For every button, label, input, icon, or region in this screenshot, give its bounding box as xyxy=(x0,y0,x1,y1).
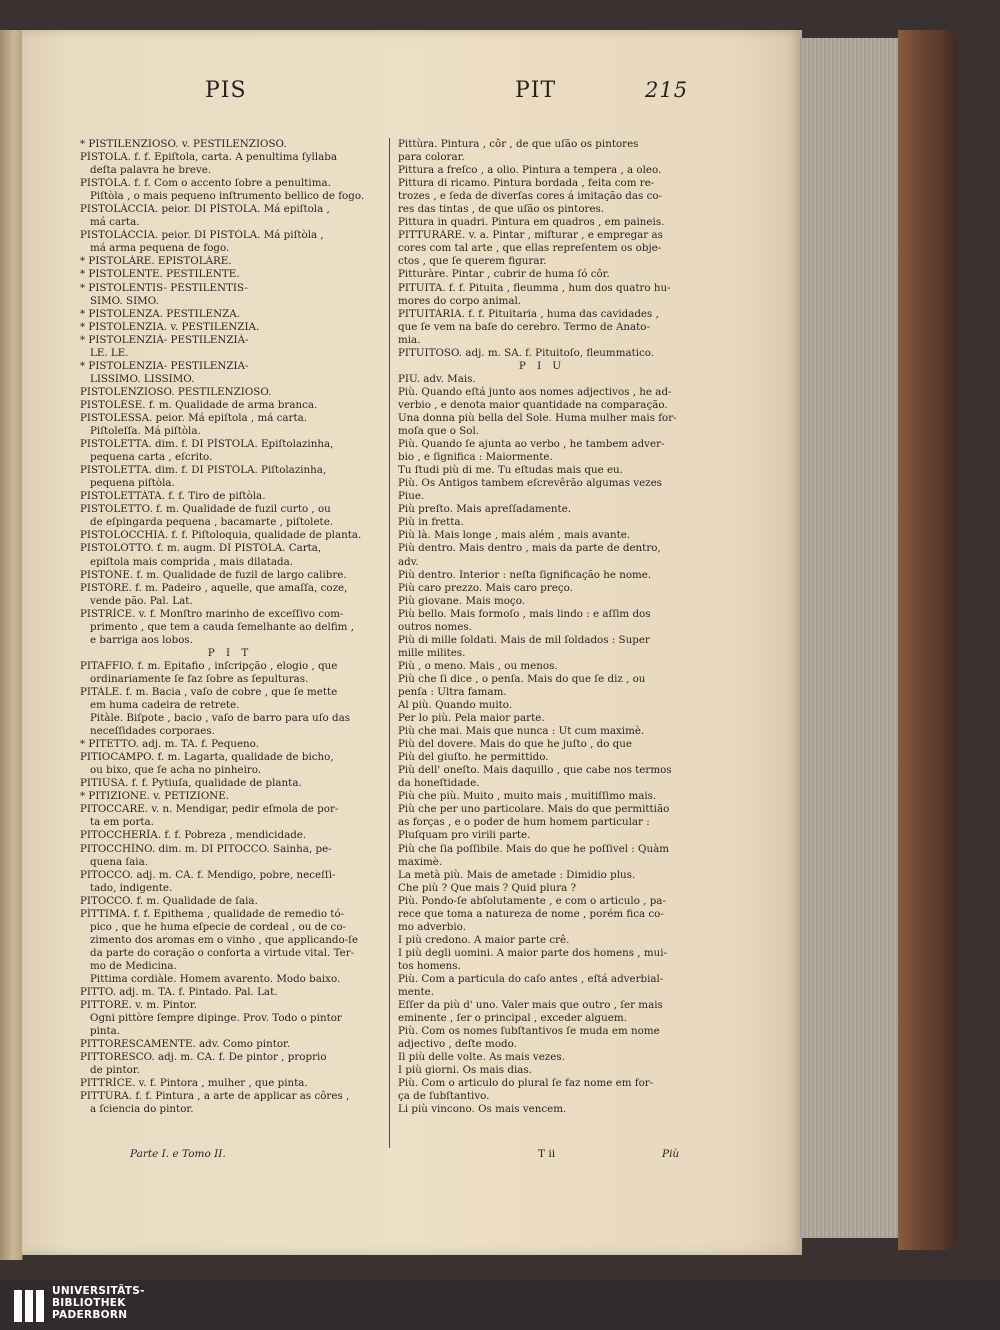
library-name-line3: PADERBORN xyxy=(52,1309,128,1321)
text-line: PITTO. adj. m. TA. f. Pintado. Pal. Lat. xyxy=(80,986,278,999)
text-line: PISTOLÈSE. f. m. Qualidade de arma branca. xyxy=(80,398,318,411)
text-line: má arma pequena de fogo. xyxy=(90,242,230,255)
text-line: Più bello. Mais formoſo , mais lindo : e aſſim dos xyxy=(398,607,651,620)
text-line: PITTORESCAMENTE. adv. Como pintor. xyxy=(80,1038,291,1051)
text-line: a ſciencia do pintor. xyxy=(90,1103,194,1116)
text-line: PISTÒNE. f. m. Qualidade de fuzil de largo calibre. xyxy=(80,568,347,581)
text-line: mores do corpo animal. xyxy=(398,294,522,307)
text-line: Li più vincono. Os mais vencem. xyxy=(398,1103,567,1116)
text-line: ou bixo, que ſe acha no pinheiro. xyxy=(90,764,262,777)
text-line: Pitàle. Biſpote , bacio , vaſo de barro para uſo das xyxy=(90,712,350,725)
library-band xyxy=(0,1280,1000,1330)
text-line: * PISTOLÀRE. EPISTOLÀRE. xyxy=(80,255,232,268)
text-line: má carta. xyxy=(90,216,140,229)
text-line: Ogni pittòre ſempre dipinge. Prov. Todo o pintor xyxy=(90,1012,342,1025)
text-line: * PISTOLENZIA- PESTILENZIA- xyxy=(80,359,249,372)
text-line: neceſſidades corporaes. xyxy=(90,725,215,738)
text-line: as forças , e o poder de hum homem particular : xyxy=(398,816,650,829)
text-line: * PISTOLENZA. PESTILENZA. xyxy=(80,307,240,320)
text-line: Più. Pondo-ſe abſolutamente , e com o articulo , pa- xyxy=(398,894,666,907)
text-line: adjectivo , deſte modo. xyxy=(398,1038,517,1051)
text-line: cores com tal arte , que ellas repreſentem os obje- xyxy=(398,242,662,255)
text-line: * PITETTO. adj. m. TA. f. Pequeno. xyxy=(80,738,259,751)
text-line: * PISTOLENTIS- PESTILENTIS- xyxy=(80,281,248,294)
text-line: outros nomes. xyxy=(398,620,472,633)
text-line: que ſe vem na baſe do cerebro. Termo de Anato- xyxy=(398,320,650,333)
text-line: Più che per uno particolare. Mais do que permittião xyxy=(398,803,670,816)
book-cover xyxy=(898,30,958,1250)
text-line: mia. xyxy=(398,333,421,346)
text-line: epiſtola mais comprida , mais dilatada. xyxy=(90,555,294,568)
text-line: PITOCCHÌNO. dim. m. DI PITOCCO. Sainha, pe- xyxy=(80,842,332,855)
text-line: verbio , e denota maior quantidade na comparação. xyxy=(398,398,668,411)
text-line: Più. Quando eſtá junto aos nomes adjectivos , he ad- xyxy=(398,385,672,398)
text-line: PITAFFIO. f. m. Epitafio , inſcripção , elogio , que xyxy=(80,659,338,672)
text-line: I più giorni. Os mais dias. xyxy=(398,1064,532,1077)
left-column xyxy=(80,138,380,1117)
text-line: Eſſer da più d' uno. Valer mais que outro , ſer mais xyxy=(398,999,663,1012)
text-line: * PISTOLENZIÀ- PESTILENZIÀ- xyxy=(80,333,249,346)
text-line: Più preſto. Mais apreſſadamente. xyxy=(398,503,572,516)
text-line: SIMO. SIMO. xyxy=(90,294,159,307)
text-line: Più che mai. Mais que nunca : Ut cum maximè. xyxy=(398,725,645,738)
text-line: Tu ſtudi più di me. Tu eſtudas mais que eu. xyxy=(398,464,623,477)
text-line: PITTURÀRE. v. a. Pintar , miſturar , e empregar as xyxy=(398,229,663,242)
text-line: PITTRÌCE. v. f. Pintora , mulher , que pinta. xyxy=(80,1077,308,1090)
text-line: PISTÒRE. f. m. Padeiro , aquelle, que amaſſa, coze, xyxy=(80,581,348,594)
library-name-line2: BIBLIOTHEK xyxy=(52,1297,126,1309)
text-line: PÌTTIMA. f. f. Epithema , qualidade de remedio tó- xyxy=(80,907,345,920)
text-line: Più , o meno. Mais , ou menos. xyxy=(398,659,558,672)
text-line: de eſpingarda pequena , bacamarte , piſtolete. xyxy=(90,516,334,529)
text-line: Più. Com os nomes ſubſtantivos ſe muda em nome xyxy=(398,1025,660,1038)
text-line: La metà più. Mais de ametade : Dimidio plus. xyxy=(398,868,636,881)
text-line: PIÙ. adv. Mais. xyxy=(398,372,476,385)
text-line: Più. Quando ſe ajunta ao verbo , he tambem adver- xyxy=(398,438,665,451)
text-line: pequena piſtòla. xyxy=(90,477,175,490)
text-line: mo adverbio. xyxy=(398,920,466,933)
text-line: primento , que tem a cauda ſemelhante ao delfim , xyxy=(90,620,354,633)
text-line: Pittura in quadri. Pintura em quadros , em paineis. xyxy=(398,216,665,229)
text-line: PISTOLETTA. dim. f. DI PÌSTOLA. Epiſtolazinha, xyxy=(80,438,334,451)
text-line: PISTOLÀCCIA. peior. DI PÌSTOLA. Má epiſtola , xyxy=(80,203,330,216)
text-line: da parte do coração o conforta a virtude vital. Ter- xyxy=(90,946,355,959)
text-line: Pitturàre. Pintar , cubrir de huma ſó côr. xyxy=(398,268,610,281)
text-line: bio , e ſignifica : Maiormente. xyxy=(398,451,553,464)
text-line: moſa que o Sol. xyxy=(398,425,480,438)
text-line: Più che ſi dice , o penſa. Mais do que ſe diz , ou xyxy=(398,672,646,685)
text-line: PITIOCAMPO. f. m. Lagarta, qualidade de bicho, xyxy=(80,751,334,764)
text-line: ctos , que ſe querem figurar. xyxy=(398,255,547,268)
right-column xyxy=(398,138,686,1117)
text-line: PITOCCO. f. m. Qualidade de ſaia. xyxy=(80,894,258,907)
text-line: Più caro prezzo. Mais caro preço. xyxy=(398,581,573,594)
text-line: Più di mille ſoldati. Mais de mil ſoldados : Super xyxy=(398,633,650,646)
text-line: PÌSTOLA. f. f. Epiſtola, carta. A penultima ſyllaba xyxy=(80,151,337,164)
footer-volume: Parte I. e Tomo II. xyxy=(130,1148,226,1160)
text-line: Più che più. Muito , muito mais , muitiſſimo mais. xyxy=(398,790,657,803)
text-line: Più del dovere. Mais do que he juſto , do que xyxy=(398,738,632,751)
text-line: PITTORESCO. adj. m. CA. f. De pintor , proprio xyxy=(80,1051,327,1064)
library-name-line1: UNIVERSITÄTS- xyxy=(52,1285,145,1297)
text-line: Più dentro. Interior : neſta ſignificação he nome. xyxy=(398,568,652,581)
text-line: I più credono. A maior parte crê. xyxy=(398,933,570,946)
text-line: ordinariamente ſe faz ſobre as ſepulturas. xyxy=(90,672,309,685)
text-line: Più. Os Antigos tambem eſcrevêrão algumas vezes xyxy=(398,477,662,490)
text-line: mille milites. xyxy=(398,646,466,659)
text-line: adv. xyxy=(398,555,419,568)
text-line: pinta. xyxy=(90,1025,121,1038)
text-line: PISTRÌCE. v. f. Monſtro marinho de exceſſivo com- xyxy=(80,607,344,620)
text-line: * PISTOLENZIA. v. PESTILENZIA. xyxy=(80,320,260,333)
text-line: Piſtoleſſa. Má piſtòla. xyxy=(90,425,201,438)
text-line: tos homens. xyxy=(398,959,461,972)
text-line: penſa : Ultra famam. xyxy=(398,685,507,698)
text-line: PISTOLÀCCIA. peior. DI PISTÒLA. Má piſtòla , xyxy=(80,229,324,242)
text-line: Pittùra. Pintura , côr , de que uſão os pintores xyxy=(398,138,639,150)
text-line: da honeſtidade. xyxy=(398,777,480,790)
running-head-center: PIT xyxy=(515,78,557,103)
text-line: Il più delle volte. As mais vezes. xyxy=(398,1051,565,1064)
text-line: Per lo più. Pela maior parte. xyxy=(398,712,545,725)
text-line: PITTÒRE. v. m. Pintor. xyxy=(80,999,197,1012)
text-line: rece que toma a natureza de nome , porém fica co- xyxy=(398,907,664,920)
text-line: Più in fretta. xyxy=(398,516,464,529)
text-line: Più giovane. Mais moço. xyxy=(398,594,525,607)
text-line: Più. Com a particula do caſo antes , eſtá adverbial- xyxy=(398,973,664,985)
text-line: Pittura a freſco , a olio. Pintura a tempera , a oleo. xyxy=(398,164,662,177)
page-edges xyxy=(800,38,910,1238)
text-line: PISTOLESSA. peior. Má epiſtola , má carta. xyxy=(80,411,308,424)
text-line: Piſtòla , o mais pequeno inſtrumento bellico de fogo. xyxy=(90,190,365,203)
text-line: PITUITÀRIA. f. f. Pituitaria , huma das cavidades , xyxy=(398,307,659,320)
text-line: Una donna più bella del Sole. Huma mulher mais for- xyxy=(398,411,677,424)
text-line: quena ſaia. xyxy=(90,855,149,868)
text-line: maximè. xyxy=(398,855,443,868)
text-line: Più dell' oneſto. Mais daquillo , que cabe nos termos xyxy=(398,764,672,777)
text-line: PITOCCHERÌA. f. f. Pobreza , mendicidade. xyxy=(80,829,307,842)
library-name xyxy=(52,1285,145,1321)
text-line: em huma cadeira de retrete. xyxy=(90,699,240,712)
text-line: pequena carta , eſcrito. xyxy=(90,451,213,464)
text-line: mente. xyxy=(398,986,434,999)
running-head-left: PIS xyxy=(205,78,247,103)
text-line: zimento dos aromas em o vinho , que applicando-ſe xyxy=(90,933,359,946)
text-line: PITUITA. f. f. Pituita , fleumma , hum dos quatro hu- xyxy=(398,281,671,294)
text-line: pico , que he huma eſpecie de cordeal , ou de co- xyxy=(90,920,347,933)
text-line: ça de ſubſtantivo. xyxy=(398,1090,490,1103)
text-line: eminente , ſer o principal , exceder alguem. xyxy=(398,1012,627,1025)
column-rule xyxy=(389,138,390,1148)
page-number: 215 xyxy=(645,78,689,102)
previous-page-edge xyxy=(0,30,23,1260)
text-line: PITOCCARE. v. n. Mendigar, pedir eſmola de por- xyxy=(80,803,339,816)
footer-catchword: Più xyxy=(662,1148,680,1160)
text-line: P I T xyxy=(207,646,253,659)
text-line: Pittima cordiàle. Homem avarento. Modo baixo. xyxy=(90,973,341,985)
text-line: Al più. Quando muito. xyxy=(398,699,513,712)
text-line: PISTOLOTTO. f. m. augm. DI PISTOLA. Carta, xyxy=(80,542,322,555)
text-line: Più che ſia poſſibile. Mais do que he poſſivel : Quàm xyxy=(398,842,670,855)
text-line: de pintor. xyxy=(90,1064,140,1077)
text-line: mo de Medicina. xyxy=(90,959,177,972)
text-line: P I U xyxy=(518,359,566,372)
text-line: LE. LE. xyxy=(90,346,129,359)
text-line: PISTÒLA. f. f. Com o accento ſobre a penultima. xyxy=(80,177,331,190)
library-logo-icon xyxy=(12,1288,46,1324)
text-line: Più. Com o articulo do plural ſe faz nome em for- xyxy=(398,1077,654,1090)
text-line: Pittura di ricamo. Pintura bordada , feita com re- xyxy=(398,177,655,190)
text-line: Piue. xyxy=(398,490,425,503)
text-line: PITUITOSO. adj. m. SA. f. Pituitoſo, fleummatico. xyxy=(398,346,655,359)
text-line: * PISTOLENTE. PESTILENTE. xyxy=(80,268,240,281)
text-line: deſta palavra he breve. xyxy=(90,164,212,177)
text-line: PITTÙRA. f. f. Pintura , a arte de applicar as côres , xyxy=(80,1090,350,1103)
text-line: * PISTILENZIOSO. v. PESTILENZIOSO. xyxy=(80,138,287,150)
text-line: res das tintas , de que uſão os pintores. xyxy=(398,203,605,216)
text-line: * PITIZIONE. v. PETIZIONE. xyxy=(80,790,230,803)
text-line: e barriga aos lobos. xyxy=(90,633,193,646)
text-line: PITOCCO. adj. m. CA. f. Mendigo, pobre, neceſſi- xyxy=(80,868,336,881)
text-line: PISTOLETTO. f. m. Qualidade de fuzil curto , ou xyxy=(80,503,331,516)
footer-signature: T ii xyxy=(538,1148,556,1160)
text-line: tado, indigente. xyxy=(90,881,173,894)
text-line: PITIÙSA. f. f. Pytiuſa, qualidade de planta. xyxy=(80,777,302,790)
text-line: PISTOLENZIOSO. PESTILENZIOSO. xyxy=(80,385,272,398)
text-line: Più dentro. Mais dentro , mais da parte de dentro, xyxy=(398,542,661,555)
text-line: Più del giuſto. he permittido. xyxy=(398,751,549,764)
text-line: PISTOLETTÀTA. f. f. Tiro de piſtòla. xyxy=(80,490,266,503)
text-line: I più degli uomini. A maior parte dos homens , mui- xyxy=(398,946,668,959)
text-line: vende pão. Pal. Lat. xyxy=(90,594,193,607)
text-line: PISTOLETTA. dim. f. DI PISTÒLA. Piſtolazinha, xyxy=(80,464,327,477)
text-line: para colorar. xyxy=(398,151,465,164)
text-line: PITÀLE. f. m. Bacia , vaſo de cobre , que ſe mette xyxy=(80,685,338,698)
text-line: PISTOLÒCCHIA. f. f. Piſtoloquia, qualidade de planta. xyxy=(80,529,362,542)
text-line: Pluſquam pro virili parte. xyxy=(398,829,531,842)
text-line: Più là. Mais longe , mais além , mais avante. xyxy=(398,529,631,542)
text-line: Che più ? Que mais ? Quid plura ? xyxy=(398,881,577,894)
text-line: ta em porta. xyxy=(90,816,154,829)
text-line: LISSIMO. LISSIMO. xyxy=(90,372,195,385)
text-line: trozes , e ſeda de diverſas cores á imitação das co- xyxy=(398,190,663,203)
